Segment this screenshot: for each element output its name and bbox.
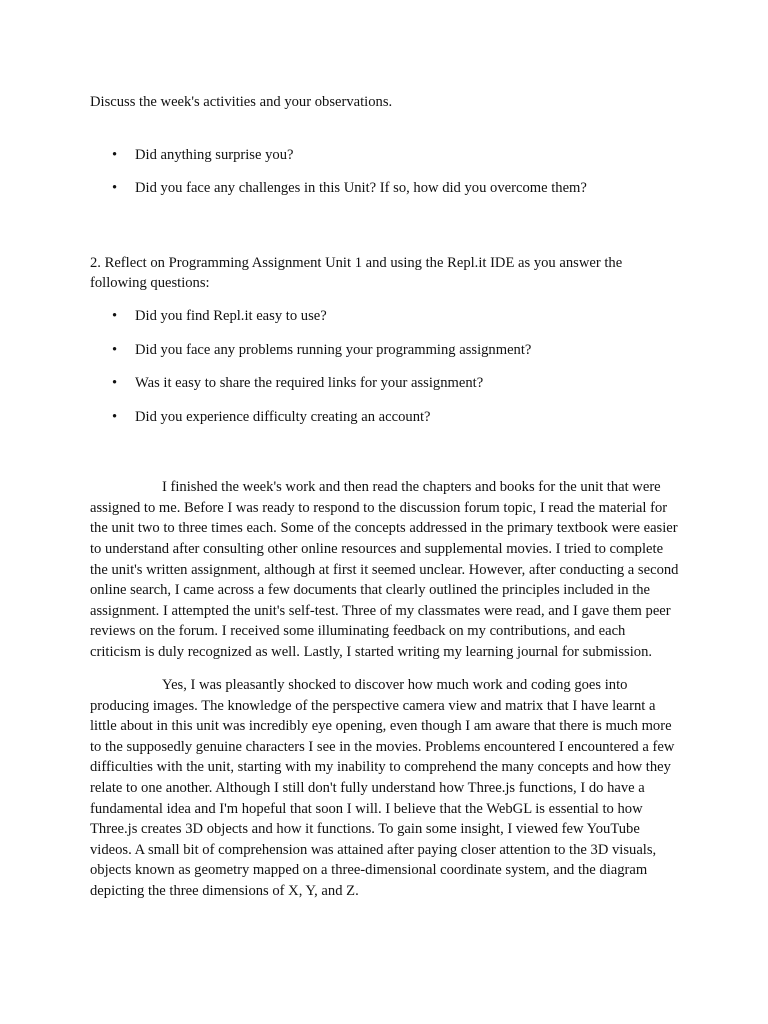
bullet-icon: • [112, 375, 118, 392]
list-item-text: Did you face any challenges in this Unit? If so, how did you overcome them? [135, 179, 587, 196]
list-item-text: Did you face any problems running your programming assignment? [135, 341, 532, 358]
list-item-text: Did you find Repl.it easy to use? [135, 308, 327, 325]
reflection-prompt: 2. Reflect on Programming Assignment Unit 1 and using the Repl.it IDE as you answer the following questions: [90, 254, 623, 292]
list-item [90, 178, 680, 199]
bullet-icon: • [112, 408, 118, 425]
document-page [90, 92, 680, 902]
list-item [90, 306, 680, 327]
intro-prompt: Discuss the week's activities and your observations. [90, 94, 393, 110]
surprise-questions-list [90, 145, 680, 199]
list-item [90, 340, 680, 361]
list-item-text: Did you experience difficulty creating an account? [135, 408, 431, 425]
bullet-icon: • [112, 179, 118, 196]
list-item-text: Was it easy to share the required links for your assignment? [135, 375, 484, 392]
answer-paragraph-surprise: Yes, I was pleasantly shocked to discover how much work and coding goes into producing images. The knowledge of the perspective camera view and matrix that I have learnt a little about in this unit was incredibly eye opening, even though I am aware that there is much more to the supposedly genuine characters I see in the movies. Problems encountered I encountered a few difficulties with the unit, starting with my inability to comprehend the many concepts and how they relate to one another. Although I still don't fully understand how Three.js functions, I do have a fundamental idea and I'm hopeful that soon I will. I believe that the WebGL is essential to how Three.js creates 3D objects and how it functions. To gain some insight, I viewed few YouTube videos. A small bit of comprehension was attained after paying closer attention to the 3D visuals, objects known as geometry mapped on a three-dimensional coordinate system, and the diagram depicting the three dimensions of X, Y, and Z. [90, 677, 675, 899]
bullet-icon: • [112, 146, 118, 163]
replit-questions-list [90, 306, 680, 427]
bullet-icon: • [112, 308, 118, 325]
list-item [90, 145, 680, 166]
list-item-text: Did anything surprise you? [135, 146, 294, 163]
answer-paragraph-activities: I finished the week's work and then read the chapters and books for the unit that were assigned to me. Before I was ready to respond to the discussion forum topic, I read the material for the unit two to three times each. Some of the concepts addressed in the primary textbook were easier to understand after consulting other online resources and supplemental movies. I tried to complete the unit's written assignment, although at first it seemed unclear. However, after conducting a second online search, I came across a few documents that clearly outlined the principles included in the assignment. I attempted the unit's self-test. Three of my classmates were read, and I gave them peer reviews on the forum. I received some illuminating feedback on my contributions, and each criticism is duly recognized as well. Lastly, I started writing my learning journal for submission. [90, 479, 679, 660]
list-item [90, 407, 680, 428]
bullet-icon: • [112, 341, 118, 358]
list-item [90, 373, 680, 394]
